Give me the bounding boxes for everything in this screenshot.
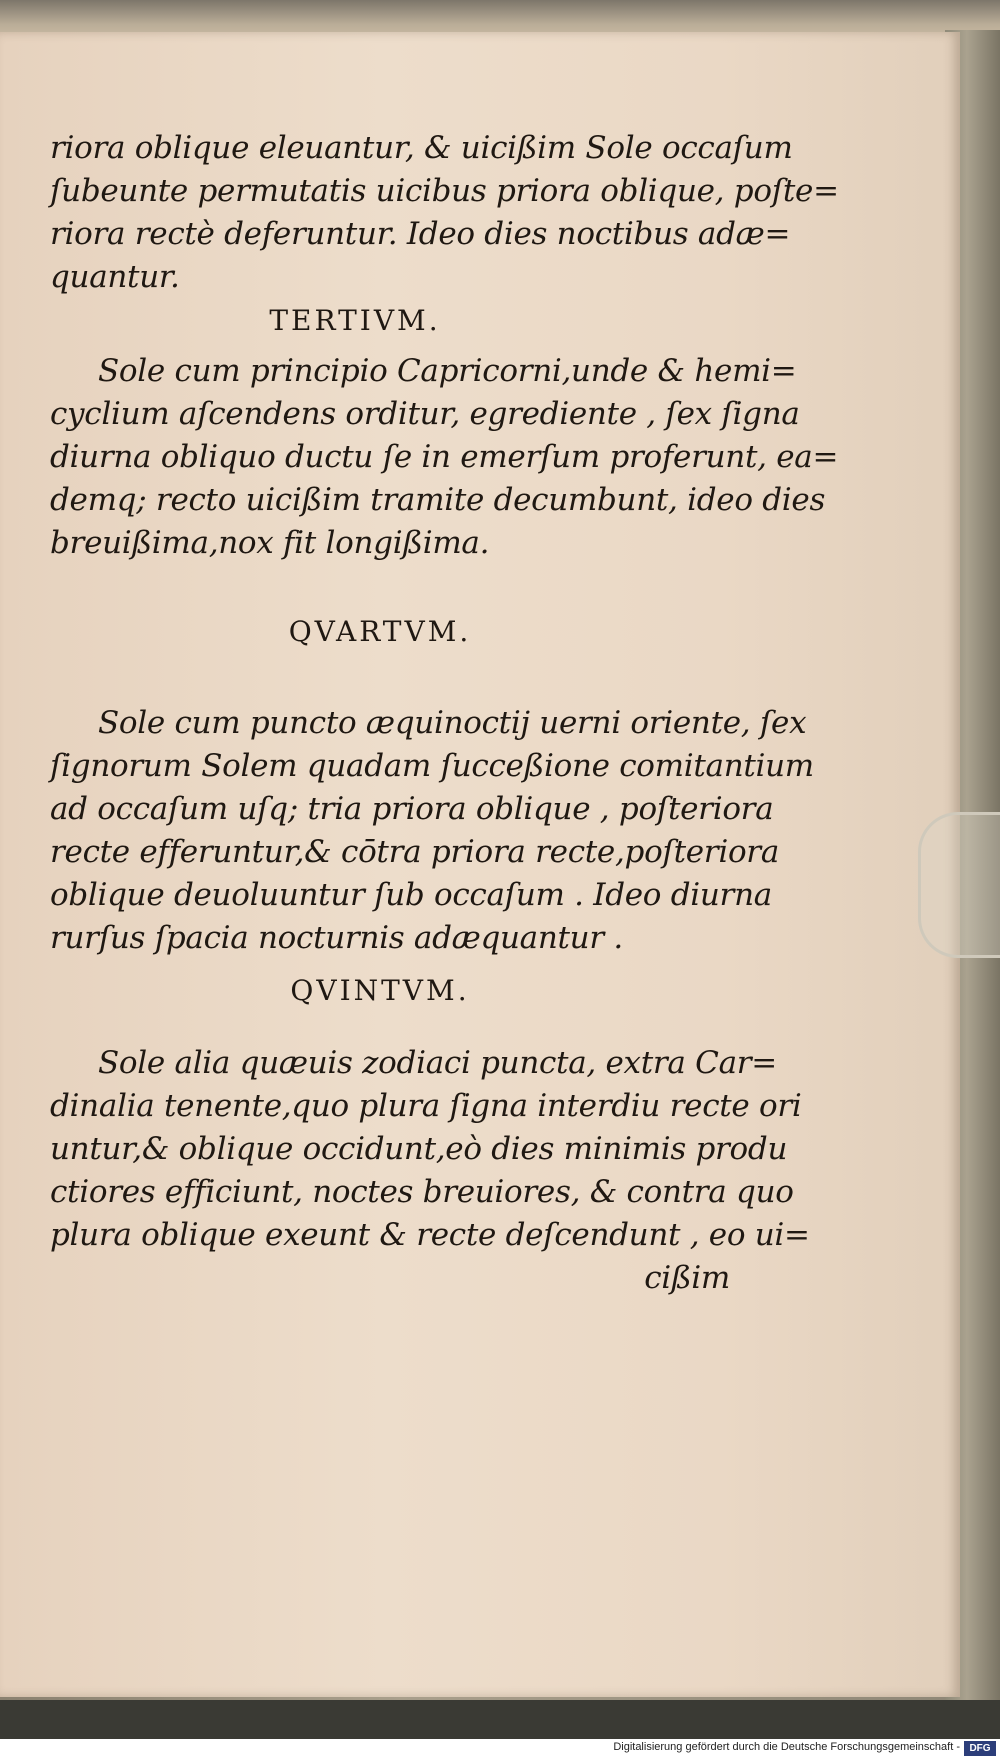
text-line: untur,& oblique occidunt,eò dies minimis produ [50, 1131, 788, 1167]
catchword: cißim [644, 1260, 730, 1296]
text-line: quantur. [50, 259, 180, 295]
text-line: ſubeunte permutatis uicibus priora oblique, poſte= [50, 173, 839, 209]
text-line: Sole alia quæuis zodiaci puncta, extra Car= [98, 1045, 777, 1081]
text-line: ad occaſum uſq; tria priora oblique , poſteriora [50, 791, 774, 827]
text-line: ctiores efficiunt, noctes breuiores, & contra quo [50, 1174, 794, 1210]
text-line: Sole cum principio Capricorni,unde & hemi= [98, 353, 797, 389]
paragraph-tertium [50, 350, 839, 565]
paragraph-quartum [50, 702, 814, 960]
text-line: dinalia tenente,quo plura ſigna interdiu recte ori [50, 1088, 802, 1124]
text-line: ſignorum Solem quadam ſucceßione comitantium [50, 748, 814, 784]
text-line: breuißima,nox fit longißima. [50, 525, 490, 561]
text-line: cyclium aſcendens orditur, egrediente , ſex ſigna [50, 396, 800, 432]
heading-quartum: QVARTVM. [288, 615, 472, 648]
dfg-logo: DFG [964, 1741, 996, 1756]
section-continuation [50, 127, 839, 299]
scan-bottom-edge [0, 1700, 1000, 1739]
heading-quintum: QVINTVM. [290, 974, 470, 1007]
heading-tertium: TERTIVM. [269, 304, 441, 337]
text-line: plura oblique exeunt & recte deſcendunt , eo ui= [50, 1217, 810, 1253]
text-line: rurſus ſpacia nocturnis adæquantur . [50, 920, 623, 956]
text-line: demq; recto uicißim tramite decumbunt, ideo dies [50, 482, 826, 518]
page-clip [918, 812, 1000, 958]
text-line: Sole cum puncto æquinoctij uerni oriente, ſex [98, 705, 807, 741]
book-page [0, 32, 960, 1697]
text-line: riora rectè deferuntur. Ideo dies noctibus adæ= [50, 216, 791, 252]
text-line: oblique deuoluuntur ſub occaſum . Ideo diurna [50, 877, 772, 913]
footer-credit: Digitalisierung gefördert durch die Deutsche Forschungsgemeinschaft - [613, 1741, 960, 1753]
text-line: diurna obliquo ductu ſe in emerſum proferunt, ea= [50, 439, 839, 475]
paragraph-quintum [50, 1042, 810, 1300]
text-line: recte efferuntur,& cōtra priora recte,poſteriora [50, 834, 780, 870]
footer-bar [0, 1739, 1000, 1759]
text-line: riora oblique eleuantur, & uicißim Sole occaſum [50, 130, 793, 166]
